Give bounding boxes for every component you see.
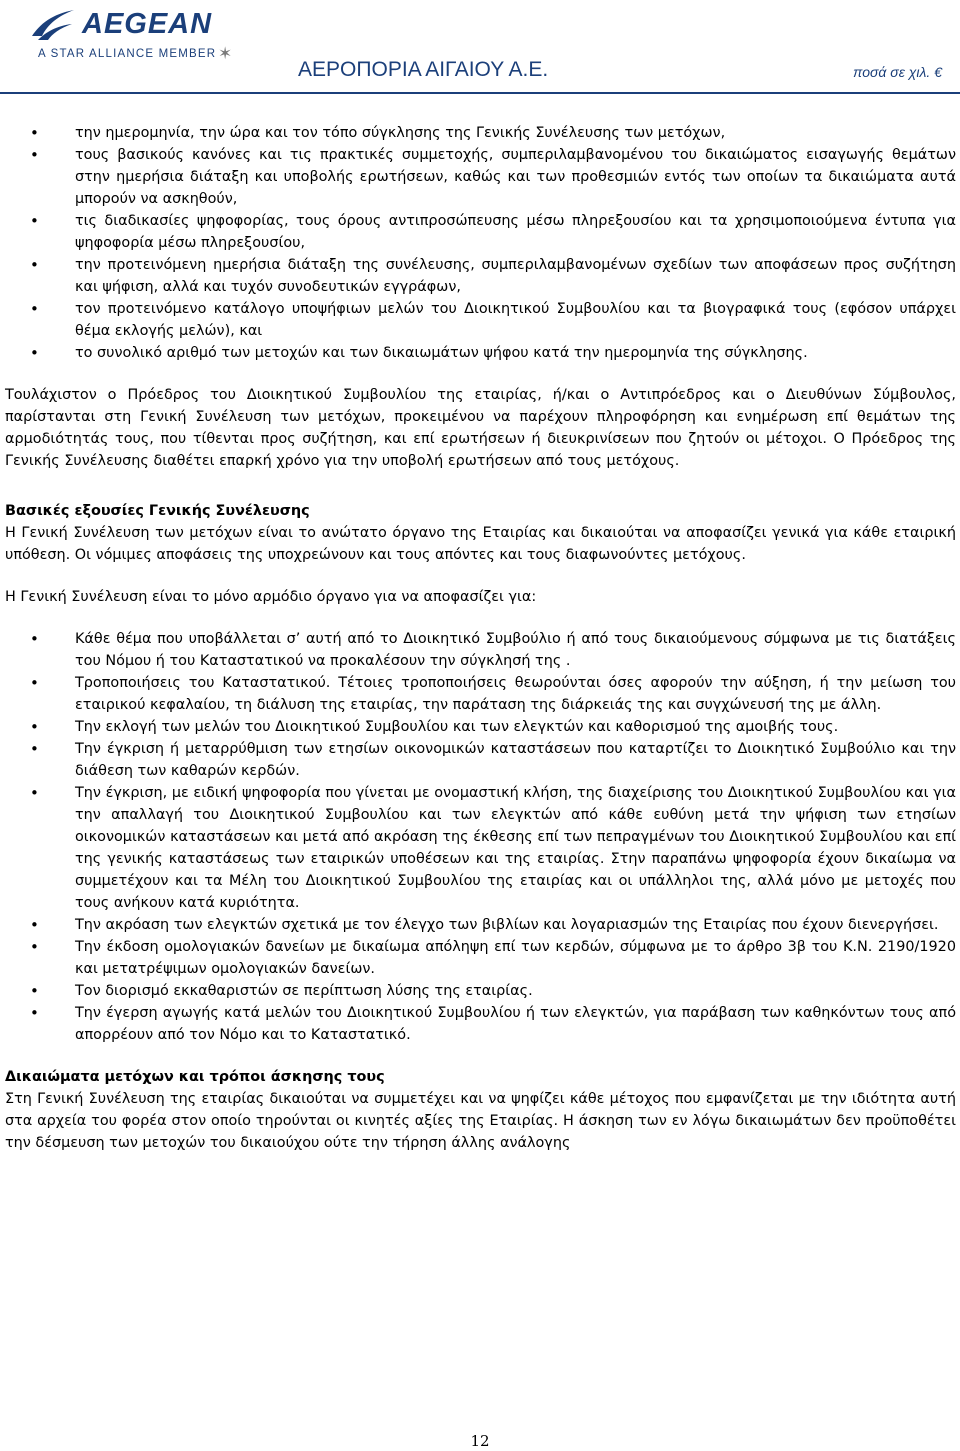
- logo-tagline: A STAR ALLIANCE MEMBER: [38, 48, 217, 60]
- intro-bullet-list: [5, 122, 956, 364]
- currency-note: ποσά σε χιλ. €: [853, 64, 942, 80]
- list-item: • την ημερομηνία, την ώρα και τον τόπο σύγκλησης της Γενικής Συνέλευσης των μετόχων,: [5, 122, 956, 144]
- list-item: • Την έγκριση ή μεταρρύθμιση των ετησίων οικονομικών καταστάσεων που καταρτίζει το Διοικητικό Συμβούλιο και την διάθεση των καθαρών κερδών.: [5, 738, 956, 782]
- document-body: [5, 122, 956, 1154]
- list-item: • το συνολικό αριθμό των μετοχών και των δικαιωμάτων ψήφου κατά την ημερομηνία της σύγκλησης.: [5, 342, 956, 364]
- page-number: 12: [470, 1432, 490, 1450]
- powers-intro: Η Γενική Συνέλευση είναι το μόνο αρμόδιο όργανο για να αποφασίζει για:: [5, 589, 537, 605]
- powers-paragraph: Η Γενική Συνέλευση των μετόχων είναι το ανώτατο όργανο της Εταιρίας και δικαιούται να αποφασίζει γενικά για κάθε εταιρική υπόθεση. Οι νόμιμες αποφάσεις της υποχρεώνουν και τους απόντες και τους διαφωνούντες μετόχους.: [5, 525, 956, 563]
- rights-paragraph: Στη Γενική Συνέλευση της εταιρίας δικαιούται να συμμετέχει και να ψηφίζει κάθε μέτοχος που εμφανίζεται με την ιδιότητα αυτή στα αρχεία του φορέα στον οποίο τηρούνται οι κινητές αξίες της Εταιρίας. Η άσκηση των εν λόγω δικαιωμάτων δεν προϋποθέτει την δέσμευση των μετοχών του δικαιούχου ούτε την τήρηση άλλης ανάλογης: [5, 1091, 956, 1151]
- list-item: • την προτεινόμενη ημερήσια διάταξη της συνέλευσης, συμπεριλαμβανομένων σχεδίων των αποφάσεων προς συζήτηση και ψήφιση, αλλά και τυχόν συνοδευτικών εγγράφων,: [5, 254, 956, 298]
- list-item: • τον προτεινόμενο κατάλογο υποψήφιων μελών του Διοικητικού Συμβουλίου και τα βιογραφικά τους (εφόσον υπάρχει θέμα εκλογής μελών), και: [5, 298, 956, 342]
- logo-wordmark: AEGEAN: [82, 8, 213, 40]
- list-item: • τις διαδικασίες ψηφοφορίας, τους όρους αντιπροσώπευσης μέσω πληρεξουσίου και τα χρησιμοποιούμενα έντυπα για ψηφοφορία μέσω πληρεξουσίου,: [5, 210, 956, 254]
- list-item: • Την εκλογή των μελών του Διοικητικού Συμβουλίου και των ελεγκτών και καθορισμού της αμοιβής τους.: [5, 716, 956, 738]
- powers-bullet-list: [5, 628, 956, 1046]
- attendance-paragraph: Τουλάχιστον ο Πρόεδρος του Διοικητικού Συμβουλίου της εταιρίας, ή/και ο Αντιπρόεδρος και ο Διευθύνων Σύμβουλος, παρίστανται στη Γενική Συνέλευση των μετόχων, προκειμένου να παρέχουν πληροφόρηση και ενημέρωση επί θεμάτων της αρμοδιότητάς τους, που τίθενται προς συζήτηση, και επί ερωτήσεων ή διευκρινίσεων που ζητούν οι μέτοχοι. Ο Πρόεδρος της Γενικής Συνέλευσης διαθέτει επαρκή χρόνο για την υποβολή ερωτήσεων από τους μετόχους.: [5, 387, 956, 469]
- list-item: • Την έγκριση, με ειδική ψηφοφορία που γίνεται με ονομαστική κλήση, της διαχείρισης του Διοικητικού Συμβουλίου και για την απαλλαγή του Διοικητικού Συμβουλίου και των ελεγκτών από κάθε ευθύνη μετά την ψήφιση των ετησίων οικονομικών καταστάσεων και μετά από ακρόαση της έκθεσης επί των πεπραγμένων του Διοικητικού Συμβουλίου και επί της γενικής καταστάσεως των εταιρικών υποθέσεων και της εταιρίας. Στην παραπάνω ψηφοφορία έχουν δικαίωμα να συμμετέχουν και τα Μέλη του Διοικητικού Συμβουλίου της εταιρίας και οι υπάλληλοι της, αλλά μόνο με μετοχές που τους ανήκουν κατά κυριότητα.: [5, 782, 956, 914]
- list-item: • Την έγερση αγωγής κατά μελών του Διοικητικού Συμβουλίου ή των ελεγκτών, για παράβαση των καθηκόντων τους από απορρέουν από τον Νόμο και το Καταστατικό.: [5, 1002, 956, 1046]
- powers-heading: Βασικές εξουσίες Γενικής Συνέλευσης: [5, 503, 310, 519]
- list-item: • Την έκδοση ομολογιακών δανείων με δικαίωμα απόληψη επί των κερδών, σύμφωνα με το άρθρο 3β του Κ.Ν. 2190/1920 και μετατρέψιμων ομολογιακών δανείων.: [5, 936, 956, 980]
- list-item: • Την ακρόαση των ελεγκτών σχετικά με τον έλεγχο των βιβλίων και λογαριασμών της Εταιρίας που έχουν διενεργήσει.: [5, 914, 956, 936]
- rights-heading: Δικαιώματα μετόχων και τρόποι άσκησης τους: [5, 1069, 385, 1085]
- star-alliance-icon: ✶: [218, 44, 233, 64]
- aegean-logo: [28, 6, 258, 70]
- list-item: • τους βασικούς κανόνες και τις πρακτικές συμμετοχής, συμπεριλαμβανομένου του δικαιώματος εισαγωγής θεμάτων στην ημερήσια διάταξη και υποβολής ερωτήσεων, καθώς και των προθεσμιών εντός των οποίων τα δικαιώματα αυτά μπορούν να ασκηθούν,: [5, 144, 956, 210]
- company-name: ΑΕΡΟΠΟΡΙΑ ΑΙΓΑΙΟΥ Α.Ε.: [298, 58, 549, 81]
- list-item: • Τον διορισμό εκκαθαριστών σε περίπτωση λύσης της εταιρίας.: [5, 980, 956, 1002]
- header-divider: [0, 92, 960, 94]
- page-header: [0, 0, 960, 90]
- list-item: • Τροποποιήσεις του Καταστατικού. Τέτοιες τροποποιήσεις θεωρούνται όσες αφορούν την αύξηση, ή την μείωση του εταιρικού κεφαλαίου, τη διάλυση της εταιρίας, την παράταση της διάρκειάς της και συγχώνευσή της με άλλη.: [5, 672, 956, 716]
- aegean-bird-icon: [28, 6, 76, 44]
- list-item: • Κάθε θέμα που υποβάλλεται σ’ αυτή από το Διοικητικό Συμβούλιο ή από τους δικαιούμενους σύμφωνα με τις διατάξεις του Νόμου ή του Καταστατικού να προκαλέσουν την σύγκλησή της .: [5, 628, 956, 672]
